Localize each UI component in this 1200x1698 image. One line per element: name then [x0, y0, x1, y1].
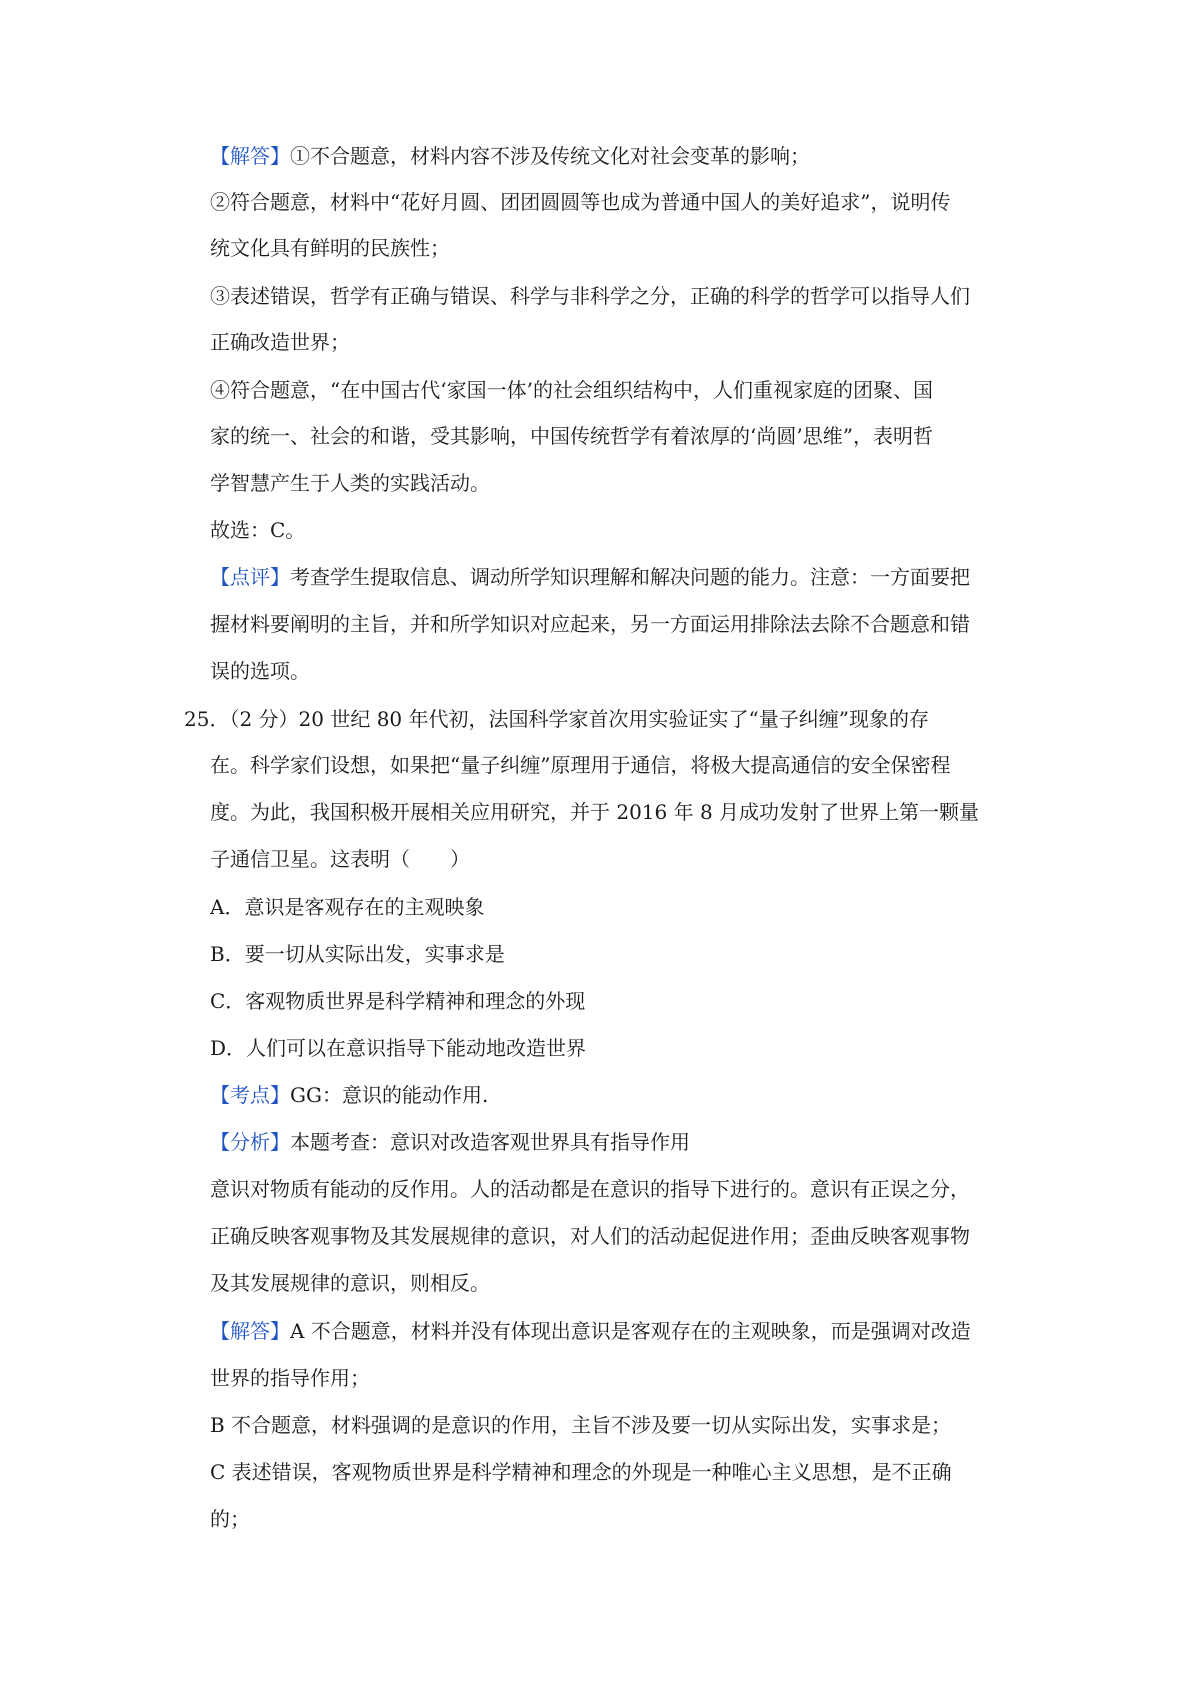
analysis-line: [210, 1130, 690, 1154]
answer-line: [210, 144, 810, 168]
answer-line: C 表述错误，客观物质世界是科学精神和理念的外现是一种唯心主义思想，是不正确: [210, 1460, 952, 1484]
answer-line: 的；: [210, 1507, 250, 1531]
answer-text: ①不合题意，材料内容不涉及传统文化对社会变革的影响；: [290, 144, 810, 168]
answer-line: 学智慧产生于人类的实践活动。: [210, 471, 490, 495]
answer-line: 家的统一、社会的和谐，受其影响，中国传统哲学有着浓厚的‘尚圆’思维”，表明哲: [210, 424, 933, 448]
analysis-line: 及其发展规律的意识，则相反。: [210, 1271, 490, 1295]
question-line: 25．（2 分）20 世纪 80 年代初，法国科学家首次用实验证实了“量子纠缠”现象的存: [184, 707, 929, 731]
analysis-tag: 【分析】: [210, 1130, 290, 1154]
option-a: A．意识是客观存在的主观映象: [210, 895, 485, 919]
option-b: B．要一切从实际出发，实事求是: [210, 942, 505, 966]
answer-choice-line: 故选：C。: [210, 518, 306, 542]
analysis-line: 意识对物质有能动的反作用。人的活动都是在意识的指导下进行的。意识有正误之分，: [210, 1177, 970, 1201]
comment-line: 误的选项。: [210, 659, 310, 683]
answer-line: ④符合题意，“在中国古代‘家国一体’的社会组织结构中，人们重视家庭的团聚、国: [210, 378, 933, 402]
question-line: 在。科学家们设想，如果把“量子纠缠”原理用于通信，将极大提高通信的安全保密程: [210, 753, 951, 777]
answer-tag: 【解答】: [210, 144, 290, 168]
answer-line: ②符合题意，材料中“花好月圆、团团圆圆等也成为普通中国人的美好追求”，说明传: [210, 190, 951, 214]
knowledge-point-line: [210, 1083, 488, 1107]
answer-line: ③表述错误，哲学有正确与错误、科学与非科学之分，正确的科学的哲学可以指导人们: [210, 284, 970, 308]
answer-line: 统文化具有鲜明的民族性；: [210, 236, 450, 260]
question-line: 子通信卫星。这表明（ ）: [210, 847, 470, 871]
answer-text: A 不合题意，材料并没有体现出意识是客观存在的主观映象，而是强调对改造: [290, 1319, 971, 1343]
option-d: D．人们可以在意识指导下能动地改造世界: [210, 1036, 587, 1060]
analysis-text: 本题考查：意识对改造客观世界具有指导作用: [290, 1130, 690, 1154]
comment-line: [210, 565, 970, 589]
answer-line: [210, 1319, 971, 1343]
answer-line: B 不合题意，材料强调的是意识的作用，主旨不涉及要一切从实际出发，实事求是；: [210, 1413, 952, 1437]
answer-line: 正确改造世界；: [210, 330, 350, 354]
question-line: 度。为此，我国积极开展相关应用研究，并于 2016 年 8 月成功发射了世界上第一颗量: [210, 800, 980, 824]
comment-tag: 【点评】: [210, 565, 290, 589]
knowledge-point-tag: 【考点】: [210, 1083, 290, 1107]
comment-text: 考查学生提取信息、调动所学知识理解和解决问题的能力。注意：一方面要把: [290, 565, 970, 589]
answer-line: 世界的指导作用；: [210, 1366, 370, 1390]
comment-line: 握材料要阐明的主旨，并和所学知识对应起来，另一方面运用排除法去除不合题意和错: [210, 612, 970, 636]
answer-tag: 【解答】: [210, 1319, 290, 1343]
option-c: C．客观物质世界是科学精神和理念的外现: [210, 989, 586, 1013]
knowledge-point-text: GG：意识的能动作用.: [290, 1083, 489, 1107]
analysis-line: 正确反映客观事物及其发展规律的意识，对人们的活动起促进作用；歪曲反映客观事物: [210, 1224, 970, 1248]
